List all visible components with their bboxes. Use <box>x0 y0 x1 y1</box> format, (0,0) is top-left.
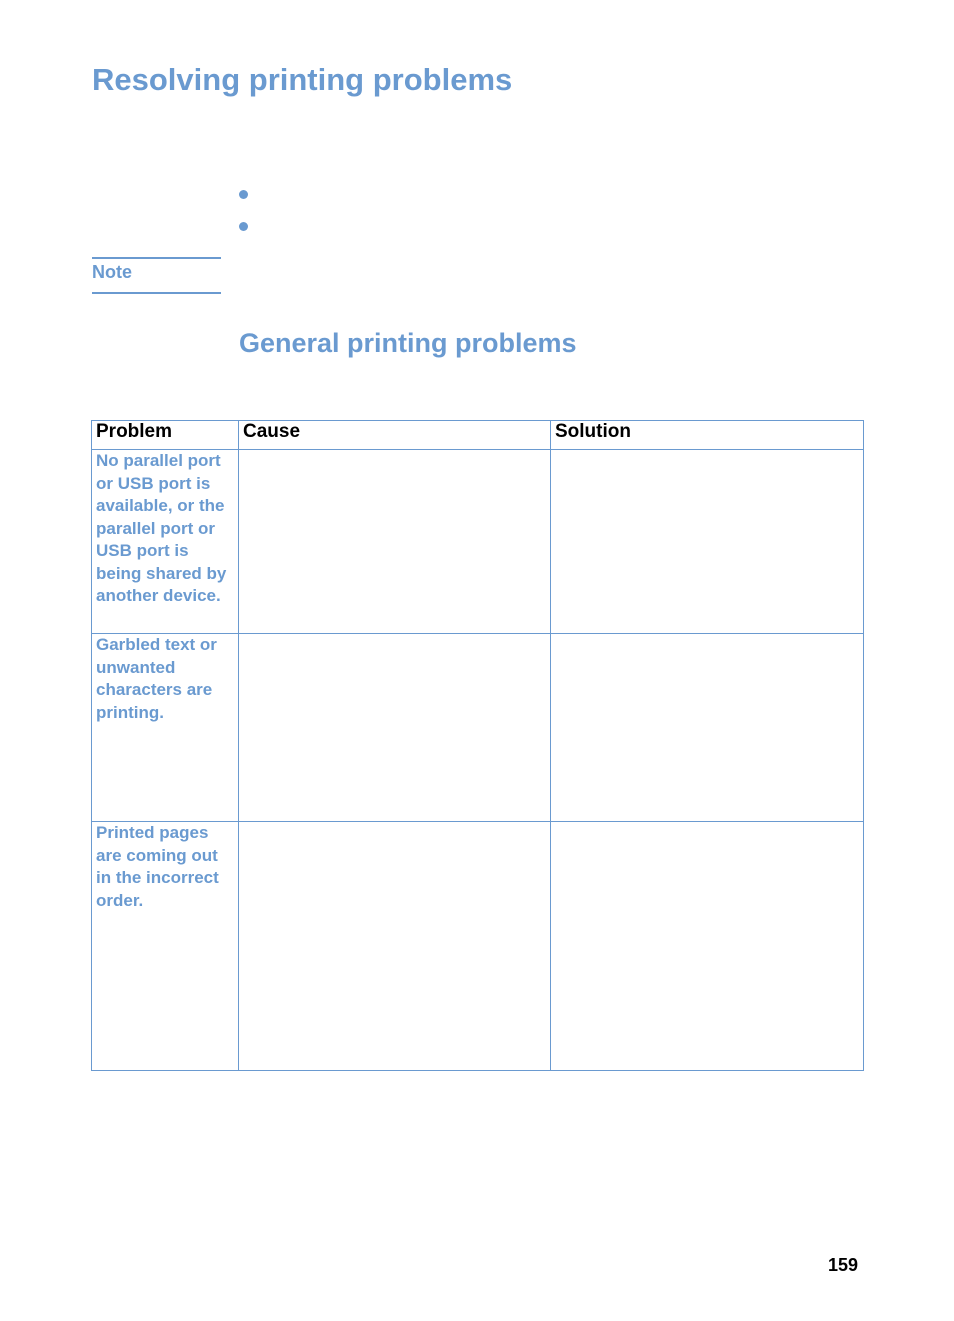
page-title: Resolving printing problems <box>92 62 513 97</box>
section-title: General printing problems <box>239 328 577 358</box>
cause-cell <box>239 634 551 822</box>
problem-cell: Printed pages are coming out in the incorrect order. <box>92 822 239 1071</box>
column-header-solution: Solution <box>551 421 864 450</box>
column-header-problem: Problem <box>92 421 239 450</box>
problem-cell: Garbled text or unwanted characters are printing. <box>92 634 239 822</box>
solution-cell <box>551 822 864 1071</box>
solution-cell <box>551 450 864 634</box>
problems-table <box>91 420 864 1071</box>
table-row <box>92 822 864 1071</box>
note-block <box>92 257 221 294</box>
column-header-cause: Cause <box>239 421 551 450</box>
note-label: Note <box>92 262 132 282</box>
bullet-icon <box>239 222 248 231</box>
bullet-icon <box>239 190 248 199</box>
page-number: 159 <box>828 1255 859 1275</box>
table-row <box>92 634 864 822</box>
solution-cell <box>551 634 864 822</box>
problem-cell: No parallel port or USB port is available, or the parallel port or USB port is being shared by another device. <box>92 450 239 634</box>
table-row <box>92 450 864 634</box>
cause-cell <box>239 450 551 634</box>
table-header-row <box>92 421 864 450</box>
cause-cell <box>239 822 551 1071</box>
